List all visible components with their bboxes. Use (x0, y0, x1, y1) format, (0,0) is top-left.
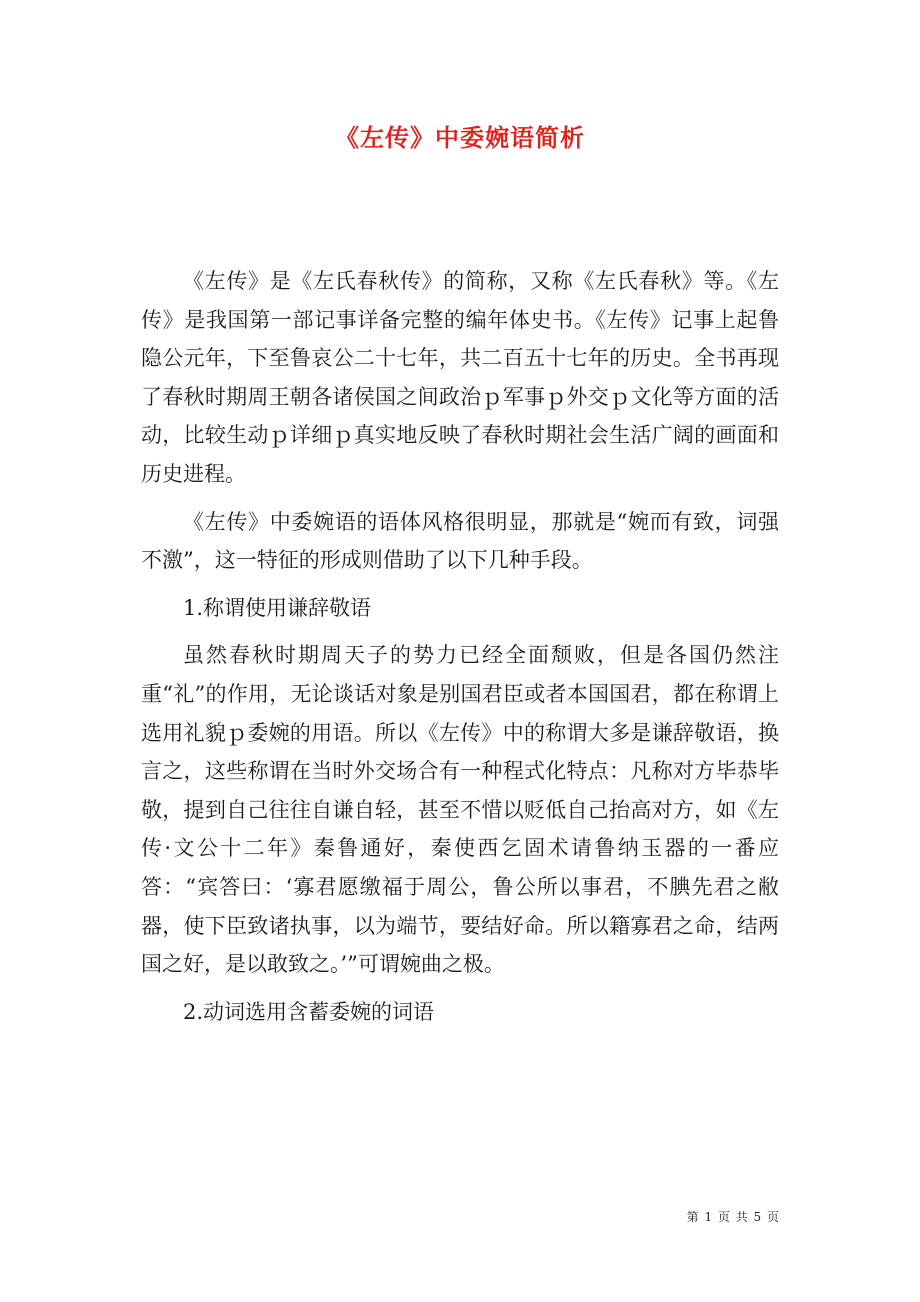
document-body (141, 262, 779, 1031)
paragraph-style: 《左传》中委婉语的语体风格很明显，那就是“婉而有致，词强不激”，这一特征的形成则借助了以下几种手段。 (141, 509, 779, 573)
paragraph-intro: 《左传》是《左氏春秋传》的简称，又称《左氏春秋》等。《左传》是我国第一部记事详备完整的编年体史书。《左传》记事上起鲁隐公元年，下至鲁哀公二十七年，共二百五十七年的历史。全书再现了春秋时期周王朝各诸侯国之间政治ｐ军事ｐ外交ｐ文化等方面的活动，比较生动ｐ详细ｐ真实地反映了春秋时期社会生活广阔的画面和历史进程。 (141, 269, 779, 486)
section-heading-1: 1.称谓使用谦辞敬语 (183, 595, 372, 620)
page-number: 第 1 页 共 5 页 (686, 1210, 780, 1224)
document-title: 《左传》中委婉语简析 (335, 124, 585, 152)
section-heading-2: 2.动词选用含蓄委婉的词语 (183, 999, 435, 1024)
paragraph-titles: 虽然春秋时期周天子的势力已经全面颓败，但是各国仍然注重“礼”的作用，无论谈话对象是别国君臣或者本国国君，都在称谓上选用礼貌ｐ委婉的用语。所以《左传》中的称谓大多是谦辞敬语，换言之，这些称谓在当时外交场合有一种程式化特点：凡称对方毕恭毕敬，提到自己往往自谦自轻，甚至不惜以贬低自己抬高对方，如《左传·文公十二年》秦鲁通好，秦使西乞固术请鲁纳玉器的一番应答：“宾答曰：‘寡君愿缴福于周公，鲁公所以事君，不腆先君之敝器，使下臣致诸执事，以为端节，要结好命。所以籍寡君之命，结两国之好，是以敢致之。’”可谓婉曲之极。 (141, 643, 779, 977)
